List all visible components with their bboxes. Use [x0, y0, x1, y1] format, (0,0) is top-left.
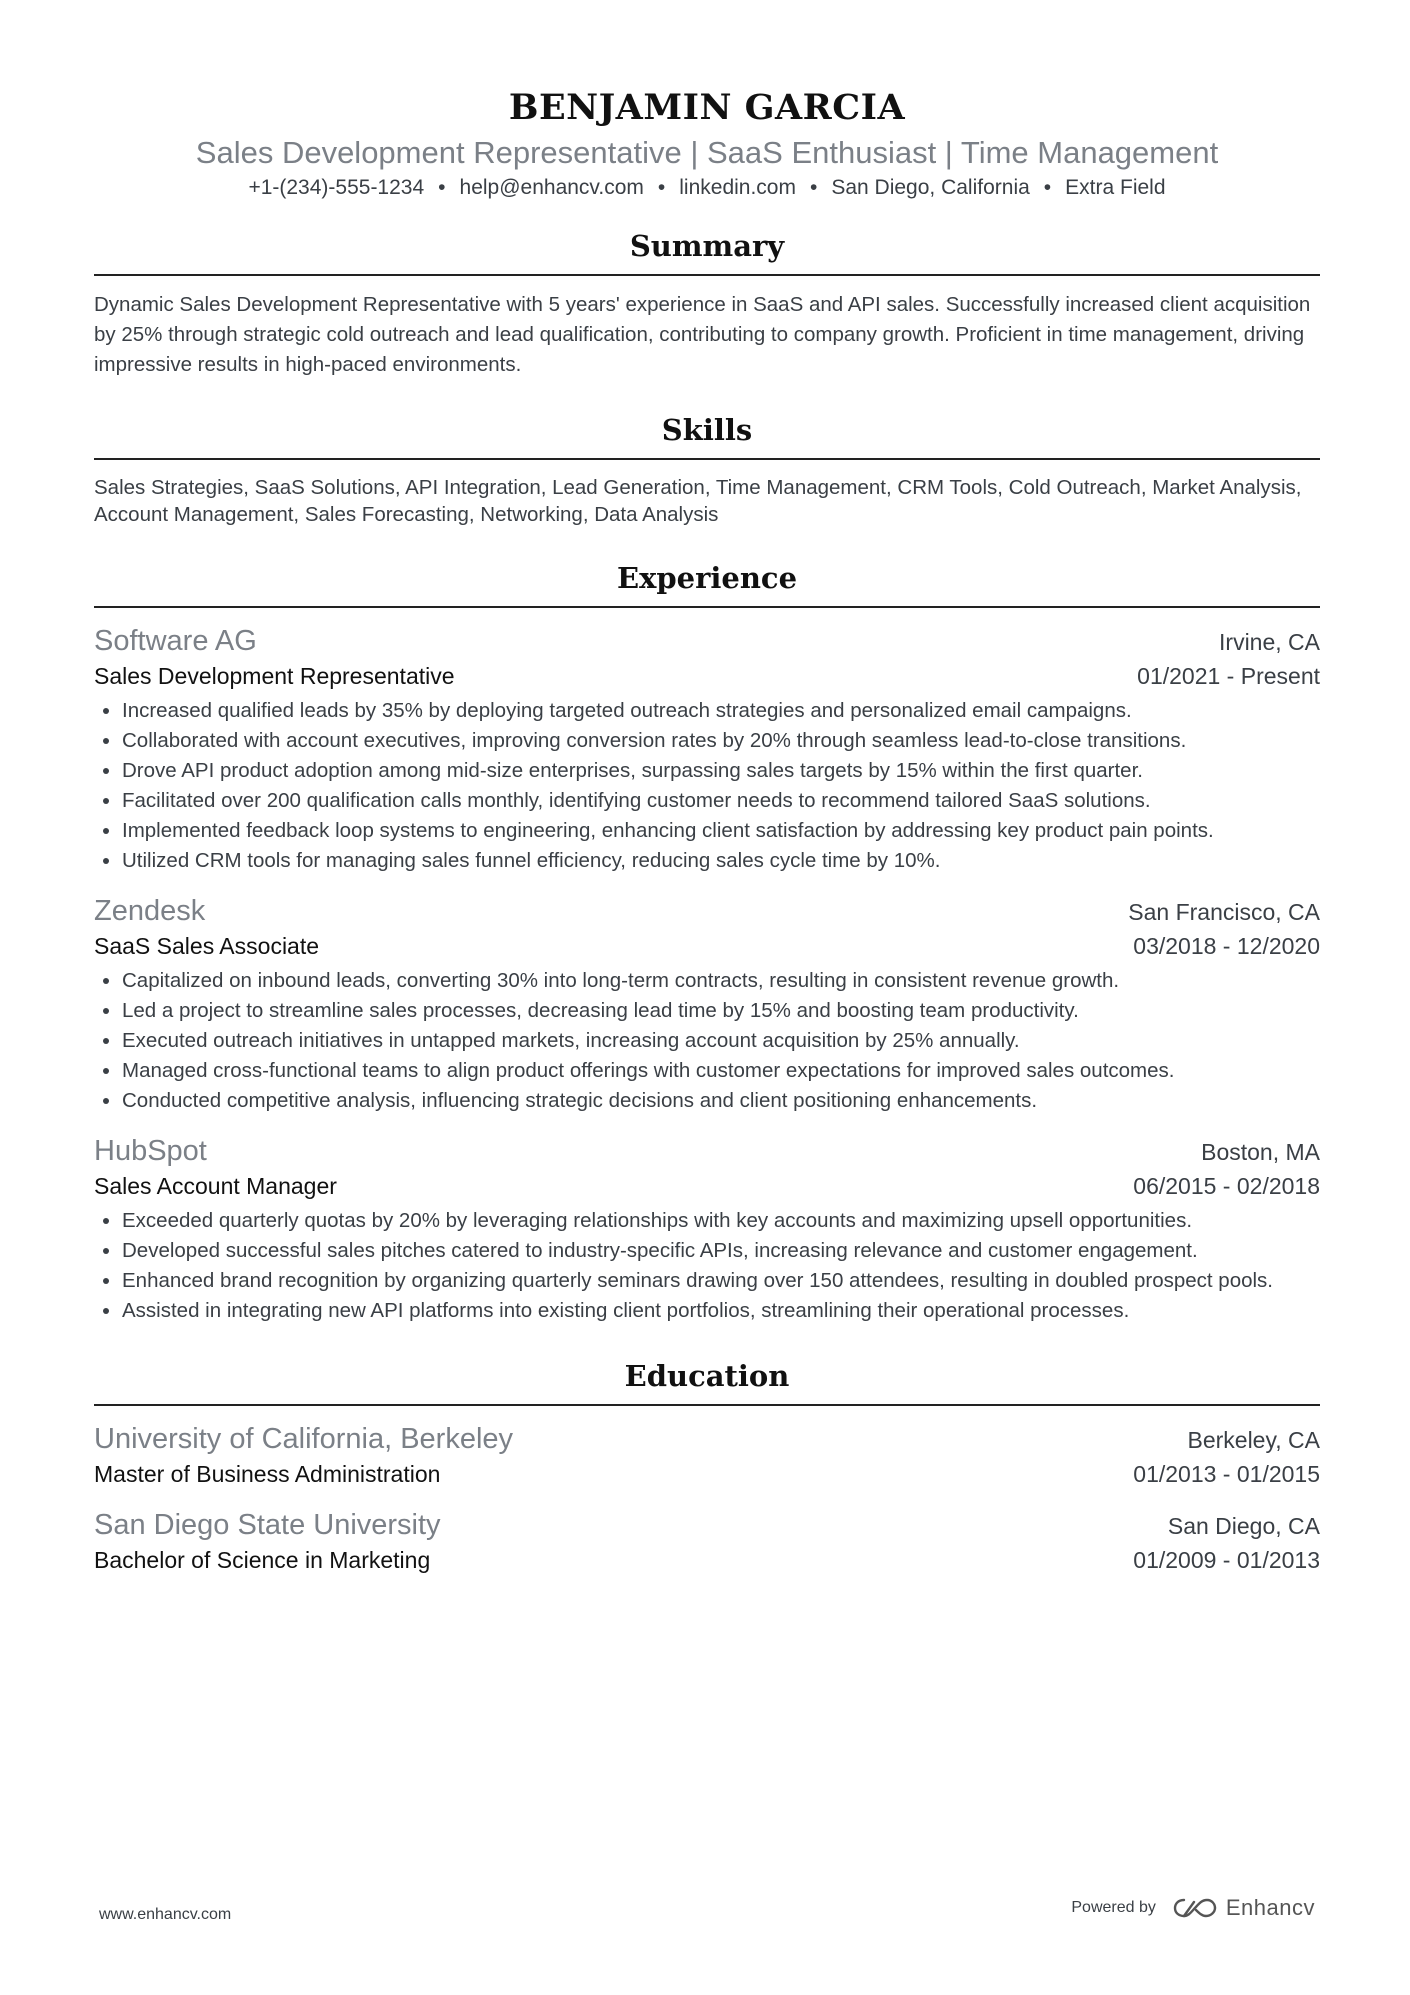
footer-branding: [1071, 1895, 1315, 1921]
education-section: [94, 1356, 1320, 1576]
contact-phone: +1-(234)-555-1234: [248, 176, 425, 199]
job-dates: 03/2018 - 12/2020: [1133, 933, 1320, 959]
school-name: University of California, Berkeley: [94, 1423, 514, 1455]
job-title: Sales Development Representative: [94, 663, 455, 689]
school-location: Berkeley, CA: [1187, 1427, 1320, 1453]
degree-name: Bachelor of Science in Marketing: [94, 1547, 431, 1573]
brand-name: Enhancv: [1225, 1895, 1315, 1920]
summary-section: [94, 226, 1320, 380]
job-bullets: [94, 966, 1320, 1116]
section-title-summary: Summary: [94, 226, 1320, 276]
bullet-item: • Utilized CRM tools for managing sales funnel efficiency, reducing sales cycle time by 10%.: [122, 846, 1320, 876]
experience-entry: [94, 622, 1320, 876]
bullet-item: • Exceeded quarterly quotas by 20% by leveraging relationships with key accounts and maximizing upsell opportunities.: [122, 1206, 1320, 1236]
job-title: SaaS Sales Associate: [94, 933, 320, 959]
bullet-item: • Collaborated with account executives, improving conversion rates by 20% through seamless lead-to-close transitions.: [122, 726, 1320, 756]
bullet-item: • Implemented feedback loop systems to engineering, enhancing client satisfaction by addressing key product pain points.: [122, 816, 1320, 846]
contact-linkedin: linkedin.com: [679, 176, 796, 199]
job-dates: 06/2015 - 02/2018: [1133, 1173, 1320, 1199]
section-title-education: Education: [94, 1356, 1320, 1406]
candidate-headline: Sales Development Representative | SaaS Enthusiast | Time Management: [195, 135, 1219, 170]
education-entry: [94, 1506, 1320, 1576]
section-title-experience: Experience: [94, 558, 1320, 608]
job-bullets: [94, 696, 1320, 876]
separator-dot: •: [809, 176, 818, 199]
company-name: HubSpot: [94, 1135, 207, 1167]
powered-by-label: Powered by: [1071, 1899, 1156, 1916]
bullet-item: • Assisted in integrating new API platforms into existing client portfolios, streamlining their operational processes.: [122, 1296, 1320, 1326]
contact-location: San Diego, California: [831, 176, 1030, 199]
school-name: San Diego State University: [94, 1509, 441, 1541]
experience-entry: [94, 892, 1320, 1116]
bullet-item: • Facilitated over 200 qualification calls monthly, identifying customer needs to recommend tailored SaaS solutions.: [122, 786, 1320, 816]
contact-line: [94, 174, 1320, 202]
enhancv-logo-icon: [1172, 1896, 1218, 1920]
separator-dot: •: [657, 176, 666, 199]
footer-website[interactable]: www.enhancv.com: [99, 1906, 232, 1923]
separator-dot: •: [1043, 176, 1052, 199]
experience-entry: [94, 1132, 1320, 1326]
bullet-item: • Drove API product adoption among mid-size enterprises, surpassing sales targets by 15% within the first quarter.: [122, 756, 1320, 786]
resume-content: [94, 86, 1320, 1592]
job-bullets: [94, 1206, 1320, 1326]
bullet-item: • Led a project to streamline sales processes, decreasing lead time by 15% and boosting team productivity.: [122, 996, 1320, 1026]
degree-name: Master of Business Administration: [94, 1461, 441, 1487]
brand-link[interactable]: [1172, 1895, 1315, 1921]
contact-extra: Extra Field: [1065, 176, 1166, 199]
job-location: San Francisco, CA: [1128, 899, 1320, 925]
company-name: Software AG: [94, 625, 257, 657]
company-name: Zendesk: [94, 895, 206, 927]
job-location: Irvine, CA: [1219, 629, 1320, 655]
job-dates: 01/2021 - Present: [1137, 663, 1320, 689]
skills-section: [94, 410, 1320, 528]
job-title: Sales Account Manager: [94, 1173, 337, 1199]
section-title-skills: Skills: [94, 410, 1320, 460]
bullet-item: • Increased qualified leads by 35% by deploying targeted outreach strategies and personalized email campaigns.: [122, 696, 1320, 726]
education-dates: 01/2013 - 01/2015: [1133, 1461, 1320, 1487]
bullet-item: • Executed outreach initiatives in untapped markets, increasing account acquisition by 25% annually.: [122, 1026, 1320, 1056]
bullet-item: • Developed successful sales pitches catered to industry-specific APIs, increasing relevance and customer engagement.: [122, 1236, 1320, 1266]
candidate-name: BENJAMIN GARCIA: [508, 87, 906, 128]
school-location: San Diego, CA: [1167, 1513, 1320, 1539]
bullet-item: • Enhanced brand recognition by organizing quarterly seminars drawing over 150 attendees, resulting in doubled prospect pools.: [122, 1266, 1320, 1296]
education-dates: 01/2009 - 01/2013: [1133, 1547, 1320, 1573]
education-entry: [94, 1420, 1320, 1490]
bullet-item: • Managed cross-functional teams to align product offerings with customer expectations for improved sales outcomes.: [122, 1056, 1320, 1086]
job-location: Boston, MA: [1201, 1139, 1320, 1165]
separator-dot: •: [438, 176, 446, 199]
summary-text: Dynamic Sales Development Representative with 5 years' experience in SaaS and API sales. Successfully increased client acquisition by 25% through strategic cold outreach and lead qualification, contributing to company growth. Proficient in time management, driving impressive results in high-paced environments.: [94, 293, 1311, 376]
skills-text: Sales Strategies, SaaS Solutions, API Integration, Lead Generation, Time Management, CRM Tools, Cold Outreach, Market Analysis, Account Management, Sales Forecasting, Networking, Data Analysis: [94, 476, 1302, 526]
contact-email: help@enhancv.com: [459, 176, 644, 199]
bullet-item: • Conducted competitive analysis, influencing strategic decisions and client positioning enhancements.: [122, 1086, 1320, 1116]
bullet-item: • Capitalized on inbound leads, converting 30% into long-term contracts, resulting in consistent revenue growth.: [122, 966, 1320, 996]
experience-section: [94, 558, 1320, 1326]
